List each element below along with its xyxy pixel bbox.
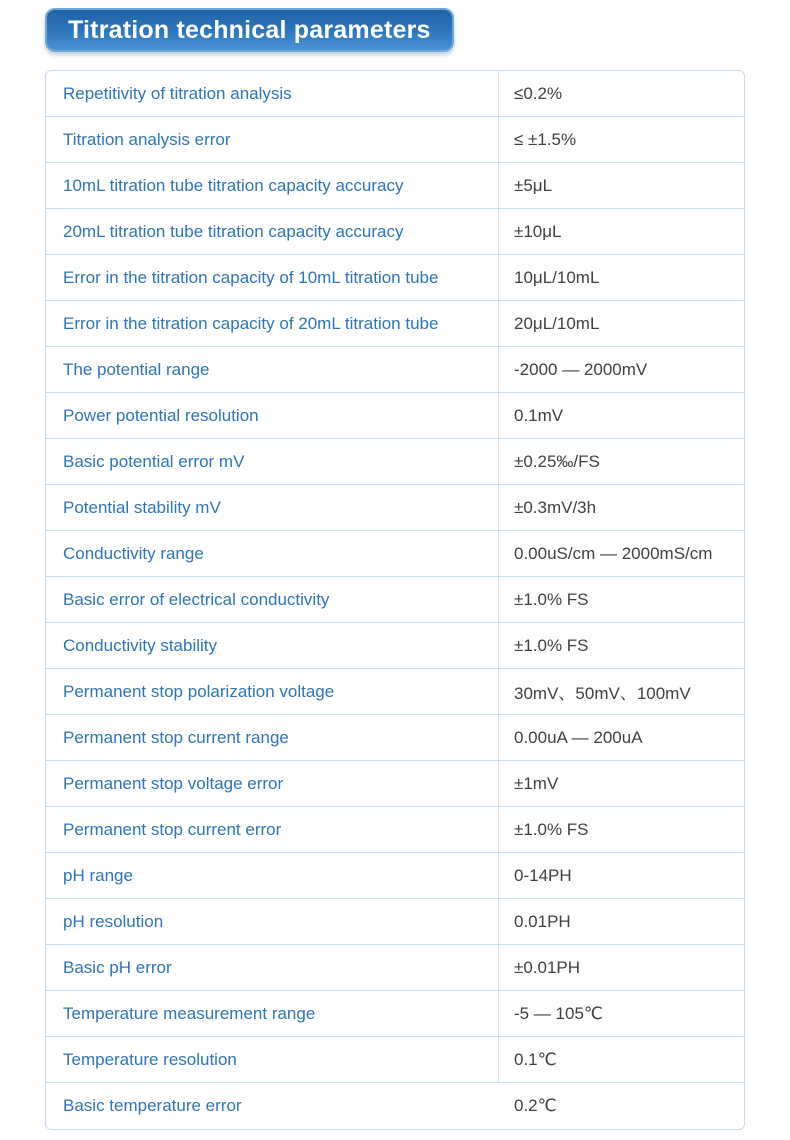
table-row [46,807,744,853]
parameter-value: ±0.01PH [514,957,581,977]
table-row [46,163,744,209]
table-row [46,209,744,255]
parameter-name: Basic potential error mV [46,439,499,484]
parameter-value: 0-14PH [514,865,572,885]
table-row [46,117,744,163]
parameter-value: 0.1℃ [514,1049,557,1069]
table-row [46,945,744,991]
page-title: Titration technical parameters [68,15,431,44]
table-row [46,669,744,715]
table-row [46,439,744,485]
parameter-value: ±1.0% FS [514,589,589,609]
parameter-name: Power potential resolution [46,393,499,438]
parameter-value: 20μL/10mL [514,313,600,333]
parameter-name: Permanent stop voltage error [46,761,499,806]
technical-parameters-table [45,70,745,1130]
table-row [46,1037,744,1083]
parameter-name: Repetitivity of titration analysis [46,71,499,116]
parameter-value: ±0.3mV/3h [514,497,597,517]
parameter-value: ±5μL [514,175,553,195]
parameter-value: ≤ ±1.5% [514,129,577,149]
table-row [46,853,744,899]
parameter-name: Permanent stop polarization voltage [46,669,499,714]
parameter-value: ±10μL [514,221,562,241]
parameter-name: Temperature resolution [46,1037,499,1082]
parameter-name: Temperature measurement range [46,991,499,1036]
parameter-name: Basic pH error [46,945,499,990]
parameter-name: pH resolution [46,899,499,944]
table-row [46,393,744,439]
parameter-name: Basic temperature error [63,1096,242,1115]
table-row [46,577,744,623]
table-row [46,301,744,347]
parameter-name: Conductivity range [46,531,499,576]
table-row [46,347,744,393]
parameter-value: ≤0.2% [514,83,563,103]
parameter-name: 10mL titration tube titration capacity accuracy [46,163,499,208]
parameter-value: ±1.0% FS [514,819,589,839]
parameter-name: 20mL titration tube titration capacity accuracy [46,209,499,254]
parameter-value: 0.1mV [514,405,564,425]
parameter-value: 0.01PH [514,911,571,931]
table-row [46,991,744,1037]
table-row [46,255,744,301]
parameter-name: pH range [46,853,499,898]
parameter-value: ±0.25‰/FS [514,451,600,471]
table-row [46,485,744,531]
parameter-name: The potential range [46,347,499,392]
parameter-value: ±1.0% FS [514,635,589,655]
table-row [46,899,744,945]
table-row [46,761,744,807]
parameter-value: ±1mV [514,773,559,793]
parameter-name: Error in the titration capacity of 20mL titration tube [46,301,499,346]
table-row [46,71,744,117]
parameter-name: Conductivity stability [46,623,499,668]
table-row [46,715,744,761]
parameter-value: 0.00uA — 200uA [514,727,643,747]
table-row [46,623,744,669]
table-row [46,531,744,577]
table-row [46,1083,744,1129]
parameter-value: -5 — 105℃ [514,1003,604,1023]
parameter-value: 0.00uS/cm — 2000mS/cm [514,543,713,563]
parameter-value: -2000 — 2000mV [514,359,648,379]
parameter-name: Permanent stop current error [46,807,499,852]
parameter-value: 0.2℃ [514,1096,557,1115]
parameter-value: 30mV、50mV、100mV [514,684,691,703]
parameter-name: Error in the titration capacity of 10mL titration tube [46,255,499,300]
parameter-name: Basic error of electrical conductivity [46,577,499,622]
parameter-name: Titration analysis error [46,117,499,162]
page-title-banner [45,8,454,52]
parameter-value: 10μL/10mL [514,267,600,287]
parameter-name: Potential stability mV [46,485,499,530]
parameter-name: Permanent stop current range [46,715,499,760]
